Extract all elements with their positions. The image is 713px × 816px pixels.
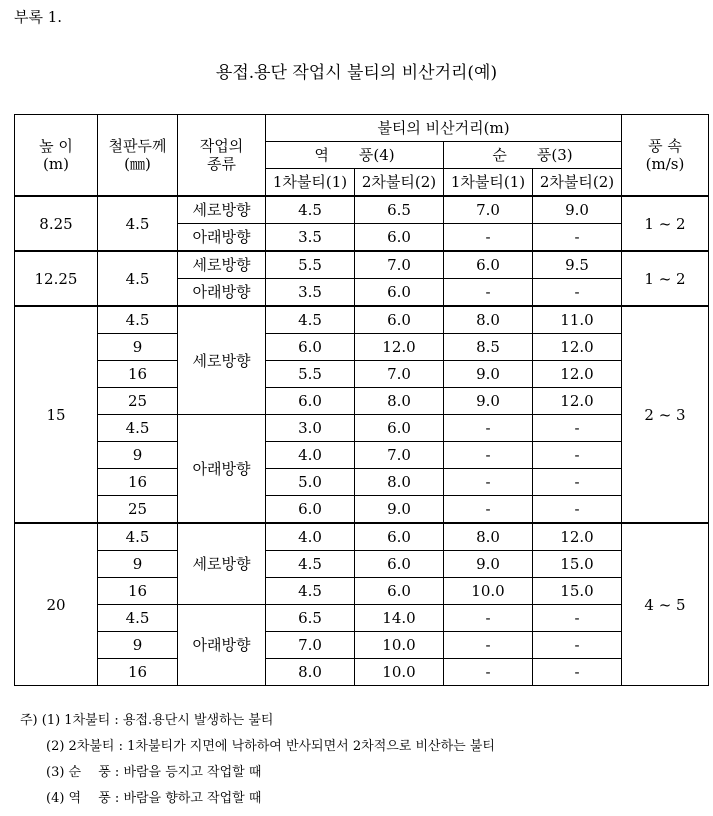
thickness-cell: 9 (98, 632, 178, 659)
tailwind-second-cell: 12.0 (533, 361, 622, 388)
headwind-first-cell: 5.0 (266, 469, 355, 496)
tailwind-second-cell: - (533, 279, 622, 307)
headwind-first-cell: 6.0 (266, 388, 355, 415)
tailwind-first-cell: - (444, 442, 533, 469)
wind-speed-cell: 1 ~ 2 (622, 196, 709, 251)
height-cell: 12.25 (15, 251, 98, 306)
thickness-cell: 16 (98, 578, 178, 605)
thickness-cell: 4.5 (98, 306, 178, 334)
table-row (15, 196, 709, 224)
header-wind-speed (622, 115, 709, 197)
tailwind-first-cell: 7.0 (444, 196, 533, 224)
tailwind-first-cell: - (444, 659, 533, 686)
headwind-first-cell: 6.5 (266, 605, 355, 632)
table-row (15, 523, 709, 551)
footnotes (20, 708, 495, 812)
header-distance: 불티의 비산거리(m) (266, 115, 622, 142)
tailwind-second-cell: - (533, 632, 622, 659)
headwind-second-cell: 6.5 (355, 196, 444, 224)
tailwind-first-cell: - (444, 415, 533, 442)
headwind-second-cell: 7.0 (355, 361, 444, 388)
tailwind-first-cell: 9.0 (444, 551, 533, 578)
tailwind-first-cell: - (444, 469, 533, 496)
tailwind-second-cell: 15.0 (533, 578, 622, 605)
height-cell: 8.25 (15, 196, 98, 251)
tailwind-first-cell: - (444, 632, 533, 659)
headwind-first-cell: 4.5 (266, 196, 355, 224)
tailwind-second-cell: - (533, 469, 622, 496)
thickness-cell: 16 (98, 361, 178, 388)
tailwind-first-cell: 6.0 (444, 251, 533, 279)
headwind-second-cell: 9.0 (355, 496, 444, 524)
header-wind-speed-unit: (m/s) (645, 155, 685, 173)
headwind-first-cell: 4.5 (266, 306, 355, 334)
headwind-first-cell: 3.5 (266, 224, 355, 252)
header-work-type-line1: 작업의 (199, 137, 244, 155)
spark-distance-table (14, 114, 709, 686)
tailwind-second-cell: - (533, 415, 622, 442)
headwind-first-cell: 5.5 (266, 361, 355, 388)
header-work-type-line2: 종류 (207, 155, 236, 173)
thickness-cell: 16 (98, 659, 178, 686)
headwind-second-cell: 6.0 (355, 279, 444, 307)
tailwind-first-cell: 8.0 (444, 306, 533, 334)
headwind-second-cell: 6.0 (355, 578, 444, 605)
header-headwind-second: 2차불티(2) (355, 169, 444, 197)
header-work-type (178, 115, 266, 197)
headwind-second-cell: 6.0 (355, 523, 444, 551)
tailwind-second-cell: - (533, 496, 622, 524)
work-type-cell: 아래방향 (178, 279, 266, 307)
work-type-cell: 세로방향 (178, 306, 266, 415)
tailwind-second-cell: - (533, 605, 622, 632)
header-headwind: 역 풍(4) (266, 142, 444, 169)
headwind-first-cell: 3.5 (266, 279, 355, 307)
headwind-second-cell: 12.0 (355, 334, 444, 361)
header-tailwind-second: 2차불티(2) (533, 169, 622, 197)
headwind-second-cell: 8.0 (355, 469, 444, 496)
table-row (15, 551, 709, 578)
thickness-cell: 16 (98, 469, 178, 496)
tailwind-first-cell: 8.5 (444, 334, 533, 361)
tailwind-second-cell: - (533, 442, 622, 469)
thickness-cell: 25 (98, 388, 178, 415)
thickness-cell: 4.5 (98, 196, 178, 251)
footnote-3: (3) 순 풍 : 바람을 등지고 작업할 때 (46, 765, 262, 780)
tailwind-second-cell: - (533, 224, 622, 252)
headwind-second-cell: 7.0 (355, 251, 444, 279)
thickness-cell: 9 (98, 551, 178, 578)
headwind-second-cell: 7.0 (355, 442, 444, 469)
headwind-first-cell: 5.5 (266, 251, 355, 279)
tailwind-second-cell: 12.0 (533, 523, 622, 551)
table-row (15, 659, 709, 686)
tailwind-first-cell: - (444, 605, 533, 632)
thickness-cell: 4.5 (98, 523, 178, 551)
header-thickness-unit: (㎜) (124, 155, 151, 173)
header-tailwind: 순 풍(3) (444, 142, 622, 169)
table-row (15, 388, 709, 415)
table-row (15, 496, 709, 524)
work-type-cell: 세로방향 (178, 523, 266, 605)
height-cell: 20 (15, 523, 98, 686)
tailwind-second-cell: 11.0 (533, 306, 622, 334)
tailwind-second-cell: 12.0 (533, 334, 622, 361)
tailwind-first-cell: - (444, 224, 533, 252)
thickness-cell: 9 (98, 334, 178, 361)
headwind-second-cell: 6.0 (355, 551, 444, 578)
headwind-first-cell: 3.0 (266, 415, 355, 442)
table-row (15, 469, 709, 496)
table-row (15, 442, 709, 469)
tailwind-first-cell: 9.0 (444, 361, 533, 388)
table-row (15, 578, 709, 605)
tailwind-second-cell: - (533, 659, 622, 686)
header-height-label: 높 이 (39, 137, 73, 155)
tailwind-first-cell: 8.0 (444, 523, 533, 551)
tailwind-first-cell: 10.0 (444, 578, 533, 605)
tailwind-first-cell: - (444, 279, 533, 307)
headwind-second-cell: 10.0 (355, 659, 444, 686)
table-row (15, 415, 709, 442)
work-type-cell: 세로방향 (178, 251, 266, 279)
thickness-cell: 4.5 (98, 415, 178, 442)
wind-speed-cell: 4 ~ 5 (622, 523, 709, 686)
height-cell: 15 (15, 306, 98, 523)
tailwind-first-cell: - (444, 496, 533, 524)
headwind-first-cell: 4.0 (266, 442, 355, 469)
tailwind-second-cell: 15.0 (533, 551, 622, 578)
thickness-cell: 9 (98, 442, 178, 469)
page-title: 용접.용단 작업시 불티의 비산거리(예) (215, 63, 498, 83)
headwind-first-cell: 7.0 (266, 632, 355, 659)
headwind-first-cell: 4.5 (266, 551, 355, 578)
footnote-2: (2) 2차불티 : 1차불티가 지면에 낙하하여 반사되면서 2차적으로 비산하는 불티 (46, 739, 495, 754)
work-type-cell: 아래방향 (178, 415, 266, 524)
work-type-cell: 세로방향 (178, 196, 266, 224)
footnote-1: 주) (1) 1차불티 : 용접.용단시 발생하는 불티 (20, 713, 274, 728)
header-thickness (98, 115, 178, 197)
header-thickness-label: 철판두께 (108, 137, 167, 155)
tailwind-second-cell: 9.5 (533, 251, 622, 279)
thickness-cell: 25 (98, 496, 178, 524)
headwind-second-cell: 14.0 (355, 605, 444, 632)
work-type-cell: 아래방향 (178, 224, 266, 252)
tailwind-second-cell: 12.0 (533, 388, 622, 415)
headwind-second-cell: 10.0 (355, 632, 444, 659)
header-wind-speed-label: 풍 속 (648, 137, 682, 155)
thickness-cell: 4.5 (98, 251, 178, 306)
headwind-second-cell: 6.0 (355, 224, 444, 252)
table-row (15, 306, 709, 334)
footnote-4: (4) 역 풍 : 바람을 향하고 작업할 때 (46, 791, 262, 806)
wind-speed-cell: 1 ~ 2 (622, 251, 709, 306)
headwind-second-cell: 6.0 (355, 306, 444, 334)
wind-speed-cell: 2 ~ 3 (622, 306, 709, 523)
table-row (15, 361, 709, 388)
headwind-first-cell: 6.0 (266, 334, 355, 361)
header-tailwind-first: 1차불티(1) (444, 169, 533, 197)
headwind-first-cell: 4.5 (266, 578, 355, 605)
header-height-unit: (m) (43, 155, 69, 173)
headwind-first-cell: 4.0 (266, 523, 355, 551)
header-height (15, 115, 98, 197)
appendix-label: 부록 1. (14, 8, 63, 26)
headwind-first-cell: 6.0 (266, 496, 355, 524)
table-row (15, 632, 709, 659)
table-row (15, 334, 709, 361)
headwind-second-cell: 8.0 (355, 388, 444, 415)
work-type-cell: 아래방향 (178, 605, 266, 686)
table-row (15, 251, 709, 279)
header-headwind-first: 1차불티(1) (266, 169, 355, 197)
headwind-second-cell: 6.0 (355, 415, 444, 442)
tailwind-second-cell: 9.0 (533, 196, 622, 224)
tailwind-first-cell: 9.0 (444, 388, 533, 415)
table-row (15, 605, 709, 632)
thickness-cell: 4.5 (98, 605, 178, 632)
headwind-first-cell: 8.0 (266, 659, 355, 686)
